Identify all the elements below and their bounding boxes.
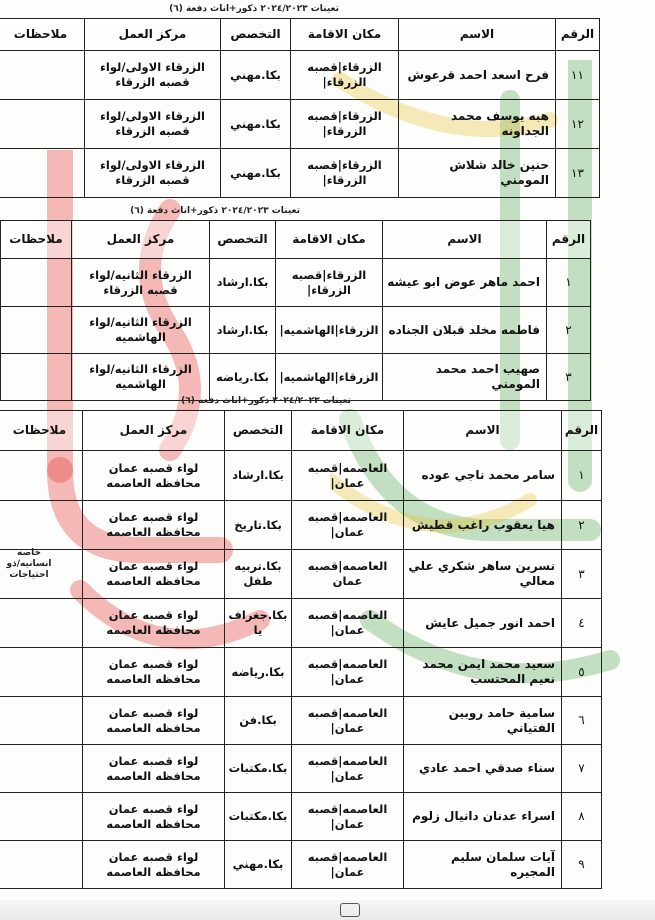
header-num: الرقم	[562, 411, 602, 451]
cell-residence: العاصمه|قصبه عمان|	[292, 501, 404, 550]
cell-residence: العاصمه|قصبه عمان|	[292, 648, 404, 697]
header-notes: ملاحظات	[0, 411, 83, 451]
cell-name: صهيب احمد محمد المومني	[383, 354, 547, 401]
cell-name: اسراء عدنان دانيال زلوم	[404, 793, 562, 841]
table-row	[1, 354, 591, 401]
cell-specialty: بكا.ارشاد	[225, 451, 292, 501]
table-row	[0, 697, 602, 745]
cell-specialty: بكا.مهني	[221, 51, 291, 100]
cell-work: لواء قصبه عمان محافظه العاصمه	[83, 550, 225, 599]
cell-num: ٦	[562, 697, 602, 745]
cell-name: فرح اسعد احمد قرعوش	[399, 51, 556, 100]
cell-notes	[1, 307, 72, 354]
table-header-row	[0, 19, 600, 51]
cell-name: احمد انور جميل عايش	[404, 599, 562, 648]
cell-specialty: بكا.مهني	[221, 100, 291, 149]
side-note: خاصه انسانيه/ذو احتياجات	[6, 548, 52, 580]
cell-work: الزرقاء الثانيه/لواء قصبه الزرقاء	[72, 259, 210, 307]
cell-notes	[0, 451, 83, 501]
table-row	[0, 550, 602, 599]
cell-notes	[0, 745, 83, 793]
cell-specialty: بكا.رياضه	[210, 354, 276, 401]
cell-name: نسرين ساهر شكري علي معالي	[404, 550, 562, 599]
cell-name: هيا يعقوب راغب قطيش	[404, 501, 562, 550]
cell-notes	[0, 51, 85, 100]
appointments-table-2	[0, 220, 591, 401]
cell-specialty: بكا.تاريخ	[225, 501, 292, 550]
table-row	[1, 307, 591, 354]
cell-work: لواء قصبه عمان محافظه العاصمه	[83, 745, 225, 793]
cell-residence: العاصمه|قصبه عمان	[292, 550, 404, 599]
header-work: مركز العمل	[72, 221, 210, 259]
table-header-row	[0, 411, 602, 451]
cell-residence: الزرقاء|قصبه الزرقاء|	[291, 149, 399, 198]
header-name: الاسم	[399, 19, 556, 51]
cell-work: لواء قصبه عمان محافظه العاصمه	[83, 599, 225, 648]
cell-residence: العاصمه|قصبه عمان|	[292, 841, 404, 889]
cell-residence: الزرقاء|قصبه الزرقاء|	[291, 100, 399, 149]
header-name: الاسم	[383, 221, 547, 259]
cell-num: ٥	[562, 648, 602, 697]
header-residence: مكان الاقامة	[292, 411, 404, 451]
table-section-3	[0, 396, 601, 889]
cell-num: ٧	[562, 745, 602, 793]
table-row	[0, 451, 602, 501]
cell-name: سامية حامد روبين الفتياني	[404, 697, 562, 745]
table-row	[0, 149, 600, 198]
table-row	[0, 100, 600, 149]
bottom-bar	[0, 900, 655, 920]
cell-num: ٣	[562, 550, 602, 599]
cell-residence: الزرقاء|قصبه الزرقاء|	[291, 51, 399, 100]
header-specialty: التخصص	[221, 19, 291, 51]
header-notes: ملاحظات	[0, 19, 85, 51]
cell-name: سعيد محمد ايمن محمد نعيم المحتسب	[404, 648, 562, 697]
cell-work: الزرقاء الاولى/لواء قصبه الزرقاء	[85, 100, 221, 149]
table-row	[0, 648, 602, 697]
table-section-2	[0, 206, 590, 401]
table-row	[0, 501, 602, 550]
cell-residence: الزرقاء|قصبه الزرقاء|	[276, 259, 383, 307]
cell-residence: العاصمه|قصبه عمان|	[292, 451, 404, 501]
header-specialty: التخصص	[210, 221, 276, 259]
cell-residence: العاصمه|قصبه عمان|	[292, 793, 404, 841]
cell-specialty: بكا.مهني	[225, 841, 292, 889]
cell-notes	[0, 599, 83, 648]
cell-work: الزرقاء الاولى/لواء قصبه الزرقاء	[85, 149, 221, 198]
cell-name: آيات سلمان سليم المجيره	[404, 841, 562, 889]
cell-notes	[0, 149, 85, 198]
cell-specialty: بكا.مهني	[221, 149, 291, 198]
cell-num: ٩	[562, 841, 602, 889]
section-3-title: تعينات ٢٠٢٤/٢٠٢٣ ذكور+اناث دفعه (٦)	[181, 396, 351, 406]
table-row	[0, 599, 602, 648]
header-work: مركز العمل	[85, 19, 221, 51]
header-specialty: التخصص	[225, 411, 292, 451]
cell-num: ٣	[547, 354, 591, 401]
cell-work: الزرقاء الاولى/لواء قصبه الزرقاء	[85, 51, 221, 100]
table-row	[1, 259, 591, 307]
header-residence: مكان الاقامة	[276, 221, 383, 259]
cell-residence: الزرقاء|الهاشميه|	[276, 307, 383, 354]
cell-specialty: بكا.مكتبات	[225, 745, 292, 793]
cell-num: ١	[547, 259, 591, 307]
camera-icon	[340, 903, 360, 917]
cell-specialty: بكا.رياضه	[225, 648, 292, 697]
cell-residence: العاصمه|قصبه عمان|	[292, 697, 404, 745]
cell-work: الزرقاء الثانيه/لواء الهاشميه	[72, 354, 210, 401]
cell-specialty: بكا.تربيه طفل	[225, 550, 292, 599]
cell-notes	[0, 697, 83, 745]
cell-num: ٨	[562, 793, 602, 841]
cell-work: الزرقاء الثانيه/لواء الهاشميه	[72, 307, 210, 354]
cell-residence: العاصمه|قصبه عمان|	[292, 599, 404, 648]
cell-residence: الزرقاء|الهاشميه|	[276, 354, 383, 401]
cell-name: فاطمه مخلد قبلان الجناده	[383, 307, 547, 354]
cell-name: احمد ماهر عوض ابو عيشه	[383, 259, 547, 307]
header-name: الاسم	[404, 411, 562, 451]
table-row	[0, 841, 602, 889]
cell-work: لواء قصبه عمان محافظه العاصمه	[83, 793, 225, 841]
cell-notes	[1, 259, 72, 307]
cell-specialty: بكا.مكتبات	[225, 793, 292, 841]
cell-notes	[1, 354, 72, 401]
cell-name: حنين خالد شلاش المومني	[399, 149, 556, 198]
cell-specialty: بكا.فن	[225, 697, 292, 745]
table-row	[0, 51, 600, 100]
cell-num: ١	[562, 451, 602, 501]
cell-notes	[0, 100, 85, 149]
header-residence: مكان الاقامة	[291, 19, 399, 51]
header-work: مركز العمل	[83, 411, 225, 451]
cell-name: سامر محمد ناجي عوده	[404, 451, 562, 501]
cell-name: سناء صدقي احمد عادي	[404, 745, 562, 793]
section-2-title: تعينات ٢٠٢٤/٢٠٢٣ ذكور+اناث دفعة (٦)	[130, 206, 300, 216]
cell-specialty: بكا.جغراف يا	[225, 599, 292, 648]
cell-specialty: بكا.ارشاد	[210, 307, 276, 354]
header-notes: ملاحظات	[1, 221, 72, 259]
header-num: الرقم	[556, 19, 600, 51]
cell-notes	[0, 793, 83, 841]
cell-num: ١٣	[556, 149, 600, 198]
cell-num: ١١	[556, 51, 600, 100]
table-row	[0, 745, 602, 793]
cell-notes	[0, 841, 83, 889]
cell-notes	[0, 648, 83, 697]
cell-work: لواء قصبه عمان محافظه العاصمه	[83, 697, 225, 745]
table-header-row	[1, 221, 591, 259]
cell-num: ٤	[562, 599, 602, 648]
cell-work: لواء قصبه عمان محافظه العاصمه	[83, 841, 225, 889]
appointments-table-1	[0, 18, 600, 198]
cell-num: ٢	[547, 307, 591, 354]
cell-work: لواء قصبه عمان محافظه العاصمه	[83, 501, 225, 550]
appointments-table-3	[0, 410, 602, 889]
cell-num: ١٢	[556, 100, 600, 149]
header-num: الرقم	[547, 221, 591, 259]
section-1-title: تعينات ٢٠٢٤/٢٠٢٣ ذكور+اناث دفعة (٦)	[169, 4, 339, 14]
cell-notes	[0, 501, 83, 550]
cell-residence: العاصمه|قصبه عمان|	[292, 745, 404, 793]
cell-num: ٢	[562, 501, 602, 550]
table-row	[0, 793, 602, 841]
cell-specialty: بكا.ارشاد	[210, 259, 276, 307]
cell-name: هبه يوسف محمد الجداونه	[399, 100, 556, 149]
table-section-1	[0, 4, 599, 198]
cell-work: لواء قصبه عمان محافظه العاصمه	[83, 648, 225, 697]
cell-work: لواء قصبه عمان محافظه العاصمه	[83, 451, 225, 501]
